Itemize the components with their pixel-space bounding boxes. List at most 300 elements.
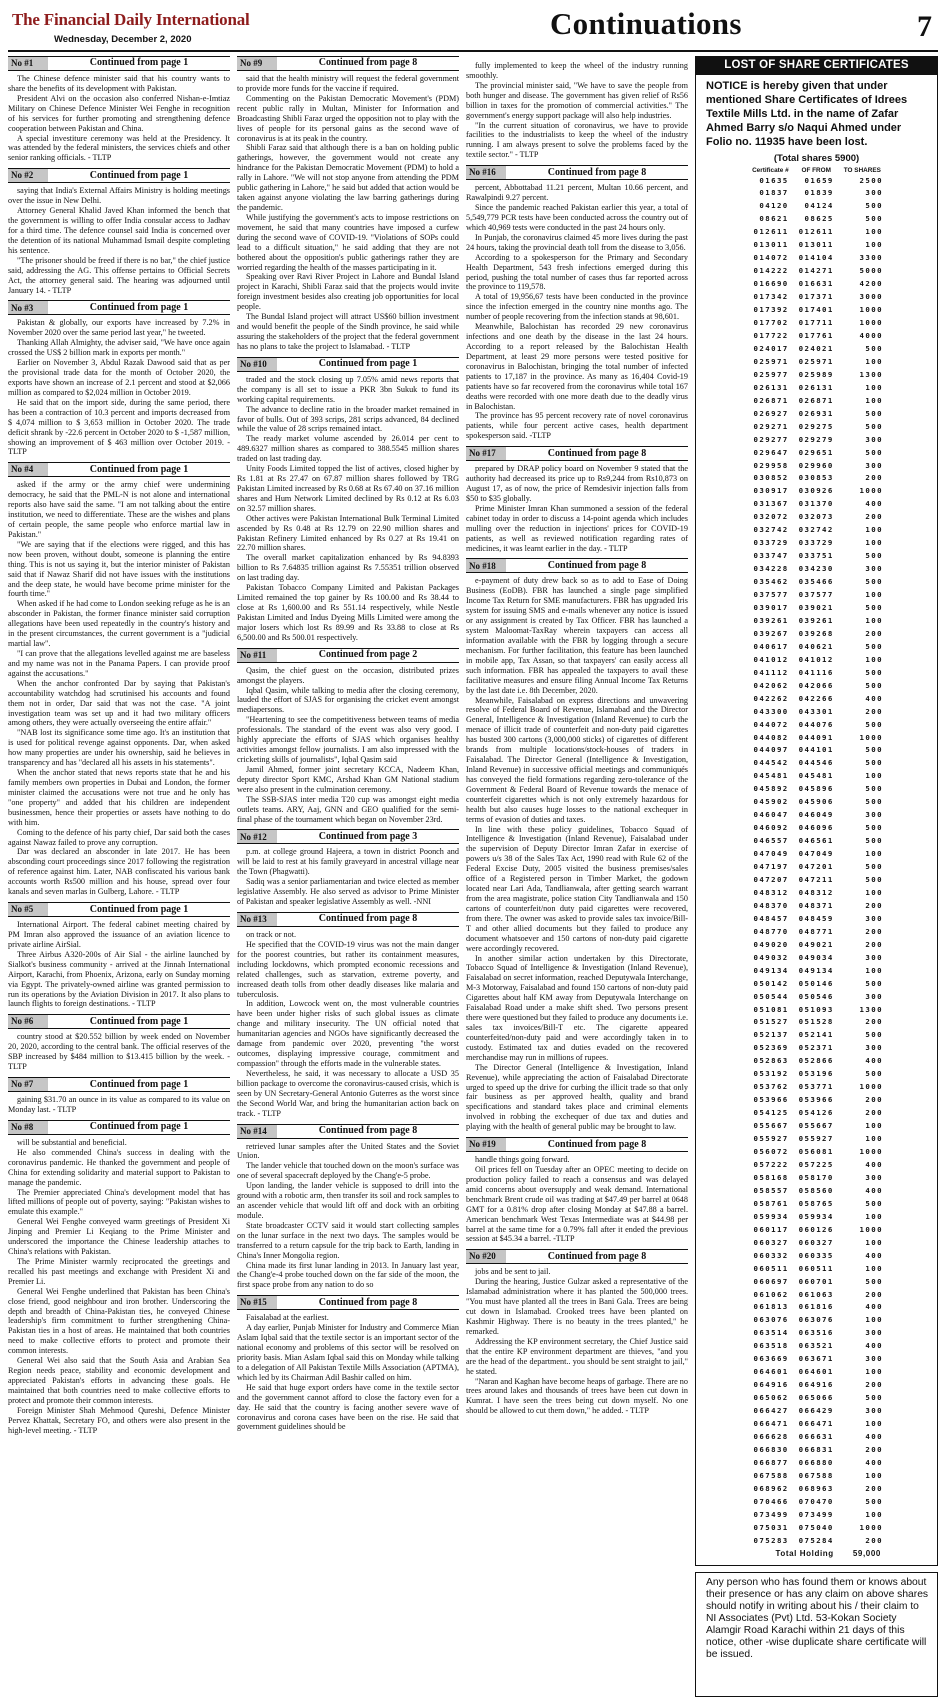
article-number: No #5 — [8, 903, 48, 916]
certificate-shares: 100 — [865, 240, 883, 250]
certificate-row — [747, 369, 886, 382]
article-number: No #12 — [237, 830, 277, 843]
certificate-shares: 4000 — [859, 330, 883, 340]
certificate-row — [747, 706, 886, 719]
certificate-number: 026131 — [753, 382, 789, 392]
certificate-row — [747, 732, 886, 745]
article-paragraph: He said that huge export orders have come in the textile sector and the government cannot afford to close the factory even for a day. He said that the country is facing another severe wave of coronavirus and corona cases have been on the rise. He said that government guidelines should be — [237, 1382, 459, 1432]
continued-from-label: Continued from page 1 — [89, 1015, 189, 1027]
article-number: No #10 — [237, 358, 277, 371]
certificate-number: 01837 — [759, 188, 789, 198]
certificate-row — [747, 511, 886, 524]
certificate-number: 047207 — [753, 875, 789, 884]
certificate-row — [747, 1068, 886, 1081]
certificate-to: 037577 — [798, 590, 834, 600]
certificate-to: 064601 — [798, 1367, 834, 1377]
certificate-shares: 200 — [865, 939, 883, 949]
certificate-shares: 100 — [865, 615, 883, 625]
certificate-to: 048771 — [798, 926, 834, 936]
article-paragraph: Unity Foods Limited topped the list of actives, closed higher by Rs 1.81 at Rs 27.47 on 67.87 million shares followed by TRG Pakistan Limited increased by Rs 0.68 at Rs 67.40 on 37.16 million shares and Hum Network Limited declined by Rs 0.12 at Rs 6.03 on 32.57 million shares. — [237, 464, 459, 513]
article-header — [237, 648, 459, 663]
column-header: TO SHARES — [843, 166, 881, 174]
certificate-number: 030917 — [753, 486, 789, 496]
certificate-to: 070470 — [798, 1496, 834, 1506]
article-number: No #11 — [237, 649, 277, 662]
certificate-to: 060327 — [798, 1237, 834, 1247]
certificate-number: 032742 — [753, 525, 789, 535]
certificate-number: 029271 — [753, 421, 789, 431]
certificate-row — [747, 485, 886, 498]
certificate-shares: 400 — [865, 1159, 883, 1169]
certificate-to: 049034 — [798, 952, 834, 962]
certificate-to: 066429 — [798, 1406, 834, 1416]
article-paragraph: In line with these policy guidelines, Tobacco Squad of Intelligence & Investigation (Inland Revenue), Faisalabad under the supervision of Deputy Director Imran Zafar in exercise of powers u/s 38 of the Sales Tax Act, 1990 read with Rule 62 of the Federal Excise Duty, 2005 visited the business premises/sales office of a Registered person in Timber Market, the godown located near Lari Ada, Tandlianwala, after getting search warrant from the area magistrate, police station City Tandlianwala and 150 cartons of counterfeit/non duty paid cigarettes were recovered, from there. The owner was asked to provide sales tax invoice/Bill-T and other allied documents but they failed to produce any document whatsoever and 150 cartons of non-duty paid cigarette were accordingly recovered. — [466, 824, 688, 953]
certificate-number: 048370 — [753, 900, 789, 910]
certificate-row — [747, 1146, 886, 1159]
certificate-row — [747, 576, 886, 589]
article-paragraph: The overall market capitalization enhanced by Rs 94.8393 billion to Rs 7.64835 trillion against Rs 7.55351 trillion observed on last trading day. — [237, 553, 459, 583]
certificate-shares: 300 — [865, 1043, 883, 1053]
article-paragraph: Iqbal Qasim, while talking to media after the closing ceremony, lauded the effort of SJAS for organising the cricket event amongst mediapersons. — [237, 685, 459, 715]
certificate-number: 048312 — [753, 887, 789, 897]
certificate-shares: 3300 — [859, 253, 883, 263]
certificate-row — [747, 1276, 886, 1289]
certificate-to: 039021 — [798, 602, 834, 612]
article-number: No #13 — [237, 913, 277, 926]
continued-from-label: Continued from page 8 — [318, 1296, 418, 1308]
certificate-shares: 300 — [865, 188, 883, 198]
certificate-shares: 200 — [865, 1380, 883, 1390]
certificate-row — [747, 1250, 886, 1263]
continued-from-label: Continued from page 1 — [89, 57, 189, 69]
certificate-to: 058560 — [798, 1185, 834, 1195]
article-number: No #6 — [8, 1015, 48, 1028]
article-paragraph: "Naran and Kaghan have become heaps of garbage. There are no trees around lakes and thousands of trees have been cut down in Kumrat. I have seen the trees being cut down myself. No one should be allowed to cut them down," he added. - TLTP — [466, 1376, 688, 1416]
certificate-to: 066831 — [798, 1444, 834, 1454]
certificate-shares: 500 — [865, 1496, 883, 1506]
certificate-row — [747, 1042, 886, 1055]
certificate-number: 017702 — [753, 318, 789, 328]
certificate-table — [747, 167, 886, 1561]
certificate-to: 046561 — [798, 836, 834, 846]
certificate-row — [747, 1055, 886, 1068]
article-header — [466, 1249, 688, 1264]
certificate-row — [747, 356, 886, 369]
certificate-shares: 1000 — [859, 318, 883, 328]
article-paragraph: p.m. at college ground Hajeera, a town in district Poonch and will be laid to rest at his family graveyard in ancestral village near the Town (Phagwatti). — [237, 847, 459, 877]
continuation-article — [237, 357, 459, 643]
certificate-shares: 500 — [865, 667, 883, 677]
certificate-to: 029651 — [798, 447, 834, 457]
certificate-shares: 500 — [865, 343, 883, 353]
certificate-shares: 200 — [865, 1108, 883, 1118]
article-paragraph: He said that on the import side, during the same period, there has been a contraction of 10.3 percent and imports decreased from $ 4,074 million to $ 3,653 million in October 2020. The trade deficit shrank by -22.6 percent in October 2020 to $ -1,587 million, showing an improvement of $ 463 million over October 2019. - TLTP — [8, 397, 230, 457]
certificate-row — [747, 1431, 886, 1444]
article-header — [237, 829, 459, 844]
continued-from-label: Continued from page 1 — [89, 1121, 189, 1133]
certificate-row — [747, 239, 886, 252]
article-header — [8, 902, 230, 917]
certificate-to: 033751 — [798, 551, 834, 561]
article-paragraph: In another similar action undertaken by this Directorate, Tobacco Squad of Intelligence & Investigation (Inland Revenue), Faisalabad on secret information, reached Deputywala Interchange, M-3 Motorway, Faisalabad and found 150 cartons of non-duty paid Cigarettes about half KM away from Deputywala Interchange on Faisalabad Road under a make shift shed. Two persons present there were questioned but they failed to produce any documents i.e. sales tax invoices/Bill-T etc. The cigarette appeared counterfeited/non-duty paid and were accordingly taken in to custody. Estimated tax and duties evaded on the recovered merchandise may run in millions of rupees. — [466, 953, 688, 1062]
certificate-to: 042266 — [798, 693, 834, 703]
certificate-shares: 100 — [865, 1419, 883, 1429]
continuation-article — [8, 56, 230, 163]
article-number: No #19 — [466, 1138, 506, 1151]
certificate-number: 016690 — [753, 279, 789, 289]
masthead — [8, 4, 938, 52]
certificate-row — [747, 1314, 886, 1327]
certificate-number: 046047 — [753, 810, 789, 820]
certificate-shares: 3000 — [859, 292, 883, 302]
article-number: No #8 — [8, 1121, 48, 1134]
article-paragraph: According to a spokesperson for the Primary and Secondary Health Department, 543 fresh infections emerged during this period, pushing the total number of cases thus far reported across the province to 119,578. — [466, 252, 688, 292]
certificate-to: 053196 — [798, 1069, 834, 1079]
certificate-row — [747, 330, 886, 343]
certificate-number: 050142 — [753, 978, 789, 988]
article-paragraph: General Wei Fenghe conveyed warm greetings of President Xi Jinping and Premier Li Keqiang to the Prime Minister and underscored the importance the Chinese leadership attaches to China's relations with Pakistan. — [8, 1217, 230, 1257]
certificate-row — [747, 913, 886, 926]
certificate-to: 054126 — [798, 1108, 834, 1118]
certificate-shares: 100 — [865, 538, 883, 548]
certificate-shares: 100 — [865, 1367, 883, 1377]
certificate-number: 048770 — [753, 926, 789, 936]
certificate-number: 060697 — [753, 1276, 789, 1286]
article-header — [8, 1077, 230, 1092]
article-number: No #20 — [466, 1250, 506, 1263]
certificate-to: 039268 — [798, 628, 834, 638]
certificate-row — [747, 887, 886, 900]
certificate-number: 056072 — [753, 1147, 789, 1157]
certificate-number: 031367 — [753, 499, 789, 509]
certificate-row — [747, 1029, 886, 1042]
article-paragraph: "NAB lost its significance some time ago. It's an institution that is used for political revenge against opponents. Dar, when asked how many properties are under his ownership, said he believes in transparency and has "declared all his assets in his statements". — [8, 728, 230, 768]
certificate-shares: 300 — [865, 564, 883, 574]
certificate-number: 061813 — [753, 1302, 789, 1312]
certificate-row — [747, 1457, 886, 1470]
continued-from-label: Continued from page 1 — [318, 358, 418, 370]
article-paragraph: Jamil Ahmed, former joint secretary KCCA, Nadeem Khan, deputy director Sport KMC, Arshad Khan GM National stadium were also present in the culmination ceremony. — [237, 764, 459, 794]
article-paragraph: Foreign Minister Shah Mehmood Qureshi, Defence Minister Pervez Khattak, Secretary FO, and others were also present in the high-level meeting. - TLTP — [8, 1405, 230, 1435]
certificate-number: 047049 — [753, 849, 789, 859]
certificate-row — [747, 809, 886, 822]
certificate-to: 045481 — [798, 771, 834, 781]
article-paragraph: Dar was declared an absconder in late 2017. He has been absconding court proceedings since 2017 following the registration of reference against him. Later, NAB confiscated his various bank accounts worth Rs500 million and his house, spread over four kanals and seven marlas in Gulberg, Lahore. - TLTP — [8, 847, 230, 897]
certificate-to: 040621 — [798, 641, 834, 651]
lost-share-notice — [695, 56, 938, 1566]
certificate-number: 039017 — [753, 602, 789, 612]
certificate-number: 025977 — [753, 369, 789, 379]
certificate-number: 049020 — [753, 939, 789, 949]
certificate-shares: 100 — [865, 965, 883, 975]
article-paragraph: Nevertheless, he said, it was necessary to allocate a USD 35 billion package to overcome the coronavirus-caused crisis, which is seen by UN Secretary-General Antonio Guterres as the worst since the Second World War, and bring the humanitarian action back on track. - TLTP — [237, 1068, 459, 1118]
certificate-row — [747, 770, 886, 783]
continuation-article — [466, 446, 688, 553]
certificate-to: 050146 — [798, 978, 834, 988]
certificate-row — [747, 1263, 886, 1276]
continuation-article — [237, 648, 459, 825]
certificate-to: 059934 — [798, 1211, 834, 1221]
certificate-row — [747, 1340, 886, 1353]
certificate-shares: 100 — [865, 654, 883, 664]
column-2 — [237, 56, 459, 1572]
certificate-to: 063521 — [798, 1341, 834, 1351]
article-paragraph: The Prime Minister warmly reciprocated the greetings and recalled his past meetings and exchange with President Xi and Premier Li. — [8, 1256, 230, 1286]
certificate-number: 025971 — [753, 356, 789, 366]
column-header: Certificate # — [752, 166, 789, 174]
article-paragraph: said that the health ministry will request the federal government to provide more funds for the vaccine if required. — [237, 74, 459, 93]
certificate-shares: 100 — [865, 887, 883, 897]
certificate-shares: 200 — [865, 926, 883, 936]
article-paragraph: In addition, Lowcock went on, the most vulnerable countries have been under higher risks of such global issues as climate change and military insecurity. The UN official noted that humanitarian agencies and NGOs have significantly decreased the damage from pandemic over 2020, preventing "the worst outcomes, displaying impressive courage, commitment and compassion" through the efforts made in the vulnerable states. — [237, 999, 459, 1068]
certificate-number: 024017 — [753, 343, 789, 353]
certificate-number: 08621 — [759, 214, 789, 224]
certificate-row — [747, 693, 886, 706]
certificate-row — [747, 434, 886, 447]
certificate-to: 053966 — [798, 1095, 834, 1105]
certificate-shares: 300 — [865, 952, 883, 962]
certificate-shares: 400 — [865, 499, 883, 509]
certificate-row — [747, 628, 886, 641]
certificate-row — [747, 200, 886, 213]
certificate-row — [747, 1016, 886, 1029]
article-number: No #15 — [237, 1296, 277, 1309]
continuation-article — [466, 1137, 688, 1244]
article-header — [237, 1124, 459, 1139]
certificate-to: 075040 — [798, 1522, 834, 1532]
article-paragraph: percent, Abbottabad 11.21 percent, Multan 10.66 percent, and Rawalpindi 9.27 percent. — [466, 183, 688, 203]
continuation-article — [466, 1249, 688, 1416]
certificate-number: 017722 — [753, 330, 789, 340]
certificate-row — [747, 1418, 886, 1431]
certificate-shares: 5000 — [859, 266, 883, 276]
article-number: No #14 — [237, 1125, 277, 1138]
certificate-shares: 100 — [865, 1509, 883, 1519]
article-paragraph: General Wei Fenghe underlined that Pakistan has been China's close friend, good neighbour and iron brother. Underscoring the depth and breadth of China-Pakistan ties, he conveyed Chinese leadership's firm commitment to further strengthening China-Pakistan ties in a host of areas. He maintained that both countries need to make collective efforts to protect and promote their common interests. — [8, 1286, 230, 1356]
certificate-number: 048457 — [753, 913, 789, 923]
certificate-shares: 1000 — [859, 1224, 883, 1234]
certificate-to: 052371 — [798, 1043, 834, 1053]
certificate-shares: 400 — [865, 1250, 883, 1260]
certificate-to: 032073 — [798, 512, 834, 522]
certificate-to: 060511 — [798, 1263, 834, 1273]
article-paragraph: Commenting on the Pakistan Democratic Movement's (PDM) recent public rally in Multan, Minister for Information and Broadcasting Shibli Faraz urged the opposition not to play with the lives of people for its personal gains as the second wave of coronavirus is at its peak in the country. — [237, 93, 459, 143]
article-number: No #2 — [8, 169, 48, 182]
certificate-shares: 400 — [865, 1431, 883, 1441]
article-paragraph: The Director General (Intelligence & Investigation, Inland Revenue), while appreciating the action of Faisalabad Directorate urged to speed up the drive for curbing the illicit trade so that only fair business as per approved health, quality and brand specifications and standard takes place and criminal elements involved in robbing the exchequer of due tax and duties and playing with the health of general public may be brought to law. — [466, 1062, 688, 1132]
article-header — [237, 56, 459, 71]
certificate-row — [747, 1004, 886, 1017]
article-paragraph: While justifying the government's acts to impose restrictions on movement, he said that many countries have imposed a curfew during the second wave of COVID-19. "Violations of SOPs could lead to a difficult situation," he said adding that they are not bothered about the opposition's public gatherings rather they are worried regarding the health of the masses participating in it. — [237, 212, 459, 272]
continued-from-label: Continued from page 8 — [547, 559, 647, 571]
article-paragraph: Meanwhile, Faisalabad on express directions and unwavering resolve of Federal Board of Revenue, Islamabad and the Director General, Intelligence & Investigation (Inland Revenue) to curb the menace of illicit trade of counterfeit and non-duty paid cigarettes has busted 300 cartons (3,000,000 sticks) of cigarettes of different brands from multiple locations/stock-houses of traders in Faisalabad. The Director General (Intelligence & Investigation, Inland Revenue) in successive official meetings and communiqués has conveyed the field formations regarding zero-tolerance of the Government & Federal Board of Revenue towards the menace of counterfeit cigarettes which is not only extremely hazardous for health but also causes huge losses to the national exchequer in terms of evasion of duties and taxes. — [466, 695, 688, 824]
article-header — [8, 1014, 230, 1029]
certificate-shares: 500 — [865, 1276, 883, 1286]
article-paragraph: traded and the stock closing up 7.05% amid news reports that the company is all set to issue a PKR 3bn Sukuk to fund its working capital requirements. — [237, 374, 459, 404]
certificate-to: 029275 — [798, 421, 834, 431]
certificate-shares: 500 — [865, 823, 883, 833]
continued-from-label: Continued from page 8 — [318, 1124, 418, 1136]
certificate-number: 060511 — [753, 1263, 789, 1273]
certificate-number: 053966 — [753, 1095, 789, 1105]
certificate-row — [747, 796, 886, 809]
article-paragraph: Since the pandemic reached Pakistan earlier this year, a total of 5,549,779 PCR tests have been conducted across the country out of which 40,969 tests were conducted in the past 24 hours only. — [466, 203, 688, 232]
certificate-row — [747, 1522, 886, 1535]
certificate-shares: 100 — [865, 1263, 883, 1273]
certificate-number: 04120 — [759, 201, 789, 211]
certificate-shares: 500 — [865, 758, 883, 768]
certificate-number: 041112 — [753, 667, 789, 677]
classified-notice-column — [695, 56, 938, 1661]
certificate-number: 026927 — [753, 408, 789, 418]
certificate-number: 066628 — [753, 1431, 789, 1441]
certificate-to: 048371 — [798, 900, 834, 910]
certificate-number: 065062 — [753, 1393, 789, 1403]
certificate-to: 051528 — [798, 1017, 834, 1027]
certificate-row — [747, 1185, 886, 1198]
article-paragraph: Oil prices fell on Tuesday after an OPEC meeting to decide on production policy failed to reach a consensus and was delayed amid concerns about oversupply and weak demand. International benchmark Brent crude oil was trading at $47.49 per barrel at 0648 GMT for a 0.81% drop after closing Monday at $47.88 a barrel. American benchmark West Texas Intermediate was at $44.98 per barrel at the same time for a 0.79% fall after it ended the previous session at $45.34 a barrel. -TLTP — [466, 1165, 688, 1244]
certificate-to: 026131 — [798, 382, 834, 392]
certificate-shares: 200 — [865, 1444, 883, 1454]
certificate-shares: 500 — [865, 408, 883, 418]
continued-from-label: Continued from page 8 — [547, 1250, 647, 1262]
certificate-shares: 300 — [865, 434, 883, 444]
notice-title: LOST OF SHARE CERTIFICATES — [696, 57, 937, 75]
certificate-to: 067588 — [798, 1470, 834, 1480]
certificate-row — [747, 589, 886, 602]
certificate-number: 053762 — [753, 1082, 789, 1092]
certificate-shares: 200 — [865, 1535, 883, 1545]
article-paragraph: Addressing the KP environment secretary, the Chief Justice said that the entire KP environment department are thieves, "and you are the head of the department.. you should be sent straight to jail," he stated. — [466, 1336, 688, 1376]
certificate-number: 070466 — [753, 1496, 789, 1506]
certificate-to: 050546 — [798, 991, 834, 1001]
certificate-row — [747, 1470, 886, 1483]
certificate-row — [747, 498, 886, 511]
certificate-to: 065066 — [798, 1393, 834, 1403]
certificate-shares: 500 — [865, 1030, 883, 1040]
certificate-shares: 500 — [865, 680, 883, 690]
certificate-shares: 300 — [865, 991, 883, 1001]
certificate-number: 041012 — [753, 654, 789, 664]
article-paragraph: retrieved lunar samples after the United States and the Soviet Union. — [237, 1141, 459, 1161]
certificate-to: 029279 — [798, 434, 834, 444]
certificate-to: 051093 — [798, 1004, 834, 1014]
certificate-number: 066830 — [753, 1444, 789, 1454]
certificate-row — [747, 615, 886, 628]
certificate-to: 047211 — [798, 875, 834, 884]
article-paragraph: Upon landing, the lander vehicle is supposed to drill into the ground with a robotic arm, then transfer its soil and rock samples to an ascender vehicle that would lift off and dock with an orbiting module. — [237, 1181, 459, 1220]
article-paragraph: The Chinese defence minister said that his country wants to share the benefits of its development with Pakistan. — [8, 74, 230, 93]
column-header: OF FROM — [801, 166, 831, 174]
continuation-article — [8, 1120, 230, 1436]
article-number: No #1 — [8, 57, 48, 70]
certificate-number: 052137 — [753, 1030, 789, 1040]
certificate-row — [747, 783, 886, 796]
article-paragraph: Qasim, the chief guest on the occasion, distributed prizes amongst the players. — [237, 665, 459, 685]
certificate-number: 030852 — [753, 473, 789, 483]
article-paragraph: A day earlier, Punjab Minister for Industry and Commerce Mian Aslam Iqbal said that the textile sector is an important sector of the national economy and problems of this sector will be resolved on priority basis. Mian Aslam Iqbal said this on Monday while talking to a delegation of All Pakistan Textile Mills Association (APTMA), which led by its Chairman Adil Bashir called on him. — [237, 1323, 459, 1382]
continuation-article — [8, 300, 230, 457]
article-header — [466, 1137, 688, 1152]
article-paragraph: President Alvi on the occasion also conferred Nishan-e-Imtiaz Military on Chinese Defence Minister Wei Fenghe in recognition of his services for further promoting and strengthening defence cooperation between Pakistan and China. — [8, 93, 230, 133]
continued-from-label: Continued from page 8 — [547, 447, 647, 459]
article-paragraph: "The prisoner should be freed if there is no bar," the chief justice said, addressing the AG. This offense pertains to Official Secrets Act, the attorney general said. The hearing was adjourned until January 14. - TLTP — [8, 255, 230, 295]
certificate-shares: 500 — [865, 421, 883, 431]
article-paragraph: A special investiture ceremony was held at the Presidency. It was attended by the federal ministers, the services chiefs and other senior ranking officials. - TLTP — [8, 133, 230, 163]
certificate-number: 058761 — [753, 1198, 789, 1208]
certificate-to: 060335 — [798, 1250, 834, 1260]
certificate-number: 050544 — [753, 991, 789, 1001]
certificate-to: 055927 — [798, 1134, 834, 1144]
certificate-to: 063671 — [798, 1354, 834, 1364]
certificate-shares: 200 — [865, 512, 883, 522]
certificate-row — [747, 1289, 886, 1302]
certificate-row — [747, 304, 886, 317]
certificate-number: 055927 — [753, 1134, 789, 1144]
certificate-row — [747, 1237, 886, 1250]
article-paragraph: In Punjab, the coronavirus claimed 45 more lives during the past 24 hours, taking the provincial death toll from the disease to 3,056. — [466, 232, 688, 252]
article-paragraph: Other actives were Pakistan International Bulk Terminal Limited ascended by Rs 0.48 at Rs 12.79 on 22.90 million shares and Pakistan Refinery Limited enhanced by Rs 0.27 at Rs 19.41 on 22.70 million shares. — [237, 513, 459, 553]
certificate-row — [747, 1172, 886, 1185]
article-paragraph: "In the current situation of coronavirus, we have to provide facilities to the industrialists to keep the wheel of the industry running. I am always present to solve the problems faced by the textile sector." - TLTP — [466, 120, 688, 160]
certificate-shares: 500 — [865, 784, 883, 794]
certificate-number: 075031 — [753, 1522, 789, 1532]
certificate-to: 043301 — [798, 706, 834, 716]
certificate-row — [747, 447, 886, 460]
certificate-shares: 100 — [865, 590, 883, 600]
total-holding-row — [747, 1548, 886, 1561]
certificate-to: 058765 — [798, 1198, 834, 1208]
certificate-number: 063076 — [753, 1315, 789, 1325]
continued-from-label: Continued from page 8 — [547, 1138, 647, 1150]
certificate-row — [747, 667, 886, 680]
article-paragraph: China made its first lunar landing in 2013. In January last year, the Chang'e-4 probe touched down on the far side of the moon, the first space probe from any nation to do so — [237, 1260, 459, 1290]
certificate-number: 040617 — [753, 641, 789, 651]
certificate-row — [747, 1327, 886, 1340]
certificate-row — [747, 1081, 886, 1094]
certificate-row — [747, 1379, 886, 1392]
certificate-shares: 500 — [865, 551, 883, 561]
continued-from-label: Continued from page 2 — [318, 649, 418, 661]
certificate-to: 029960 — [798, 460, 834, 470]
certificate-shares: 300 — [865, 810, 883, 820]
certificate-number: 034228 — [753, 564, 789, 574]
certificate-number: 064601 — [753, 1367, 789, 1377]
article-paragraph: saying that India's External Affairs Ministry is holding meetings over the issue in New Delhi. — [8, 186, 230, 206]
certificate-number: 046092 — [753, 823, 789, 833]
certificate-row — [747, 900, 886, 913]
article-paragraph: prepared by DRAP policy board on November 9 stated that the authority had decreased its price up to Rs9,244 from Rs10,873 on August 17, as of now, the price of Remdesivir injection falls from $50 to $35 globally. — [466, 464, 688, 503]
certificate-to: 052866 — [798, 1056, 834, 1066]
certificate-to: 047049 — [798, 849, 834, 859]
certificate-row — [747, 213, 886, 226]
certificate-number: 054125 — [753, 1108, 789, 1118]
certificate-row — [747, 939, 886, 952]
certificate-number: 029647 — [753, 447, 789, 457]
article-number: No #9 — [237, 57, 277, 70]
certificate-to: 068963 — [798, 1483, 834, 1493]
continued-from-label: Continued from page 8 — [547, 166, 647, 178]
article-paragraph: When asked if he had come to London seeking refuge as he is an absconder in Pakistan, the former finance minister said corruption allegations have been used repeatedly in the country's history and in the present circumstances, the current government is a "judicial martial law". — [8, 599, 230, 649]
certificate-shares: 100 — [865, 1470, 883, 1480]
certificate-to: 035466 — [798, 577, 834, 587]
certificate-number: 053192 — [753, 1069, 789, 1079]
certificate-shares: 1000 — [859, 486, 883, 496]
certificate-shares: 500 — [865, 719, 883, 729]
certificate-to: 048459 — [798, 913, 834, 923]
certificate-shares: 200 — [865, 706, 883, 716]
continuation-article — [8, 1014, 230, 1072]
